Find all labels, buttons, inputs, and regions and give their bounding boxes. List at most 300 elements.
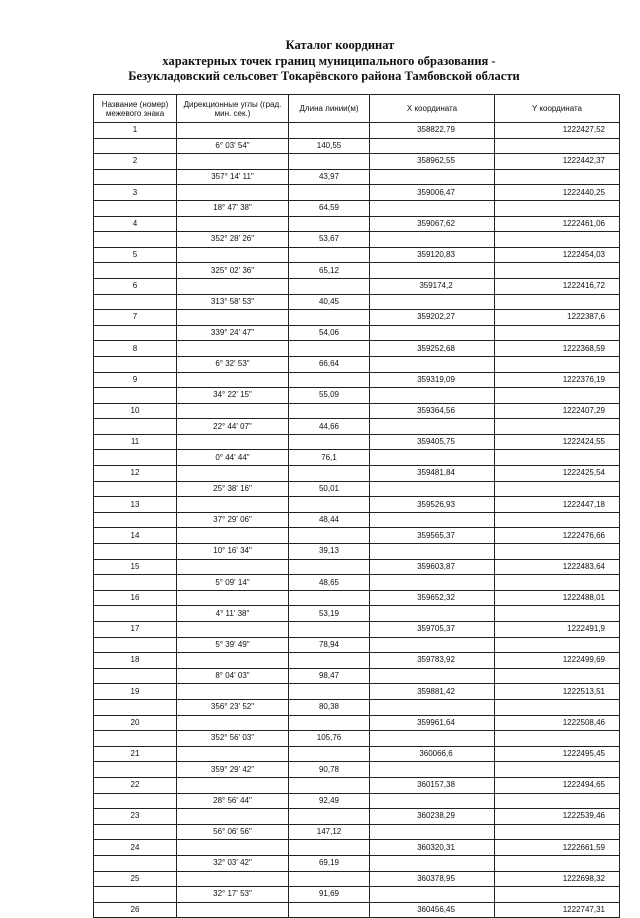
empty-cell	[177, 840, 289, 856]
point-name-cell: 21	[94, 746, 177, 762]
empty-cell	[94, 824, 177, 840]
y-coordinate-cell: 1222495,45	[495, 746, 620, 762]
empty-cell	[370, 512, 495, 528]
empty-cell	[495, 294, 620, 310]
direction-angle-cell: 6° 03' 54"	[177, 138, 289, 154]
empty-cell	[289, 622, 370, 638]
y-coordinate-cell: 1222499,69	[495, 653, 620, 669]
direction-angle-cell: 37° 29' 06"	[177, 512, 289, 528]
direction-angle-cell: 25° 38' 16"	[177, 481, 289, 497]
empty-cell	[370, 699, 495, 715]
point-name-cell: 1	[94, 123, 177, 139]
x-coordinate-cell: 359405,75	[370, 434, 495, 450]
empty-cell	[94, 699, 177, 715]
empty-cell	[495, 138, 620, 154]
point-name-cell: 5	[94, 247, 177, 263]
x-coordinate-cell: 359603,87	[370, 559, 495, 575]
header-line-length: Длина линии(м)	[289, 95, 370, 123]
empty-cell	[495, 200, 620, 216]
x-coordinate-cell: 360378,95	[370, 871, 495, 887]
x-coordinate-cell: 360157,38	[370, 777, 495, 793]
point-name-cell: 8	[94, 341, 177, 357]
y-coordinate-cell: 1222698,32	[495, 871, 620, 887]
empty-cell	[289, 497, 370, 513]
line-length-cell: 80,38	[289, 699, 370, 715]
y-coordinate-cell: 1222539,46	[495, 809, 620, 825]
table-row	[94, 746, 620, 762]
empty-cell	[370, 419, 495, 435]
line-length-cell: 44,66	[289, 419, 370, 435]
table-row	[94, 777, 620, 793]
table-row	[94, 185, 620, 201]
empty-cell	[94, 668, 177, 684]
empty-cell	[177, 154, 289, 170]
table-row	[94, 169, 620, 185]
empty-cell	[370, 855, 495, 871]
table-row	[94, 154, 620, 170]
empty-cell	[289, 216, 370, 232]
line-length-cell: 147,12	[289, 824, 370, 840]
empty-cell	[495, 731, 620, 747]
x-coordinate-cell: 359319,09	[370, 372, 495, 388]
table-row	[94, 356, 620, 372]
table-row	[94, 497, 620, 513]
empty-cell	[495, 855, 620, 871]
line-length-cell: 64,59	[289, 200, 370, 216]
point-name-cell: 20	[94, 715, 177, 731]
x-coordinate-cell: 358962,55	[370, 154, 495, 170]
line-length-cell: 140,55	[289, 138, 370, 154]
table-row	[94, 232, 620, 248]
table-row	[94, 668, 620, 684]
empty-cell	[495, 419, 620, 435]
y-coordinate-cell: 1222491,9	[495, 622, 620, 638]
empty-cell	[94, 200, 177, 216]
empty-cell	[177, 528, 289, 544]
empty-cell	[289, 840, 370, 856]
empty-cell	[289, 746, 370, 762]
y-coordinate-cell: 1222488,01	[495, 590, 620, 606]
point-name-cell: 4	[94, 216, 177, 232]
direction-angle-cell: 357° 14' 11"	[177, 169, 289, 185]
line-length-cell: 48,65	[289, 575, 370, 591]
direction-angle-cell: 34° 22' 15"	[177, 388, 289, 404]
table-row	[94, 855, 620, 871]
empty-cell	[177, 434, 289, 450]
empty-cell	[94, 637, 177, 653]
y-coordinate-cell: 1222425,54	[495, 466, 620, 482]
table-row	[94, 887, 620, 903]
direction-angle-cell: 32° 03' 42"	[177, 855, 289, 871]
empty-cell	[94, 325, 177, 341]
y-coordinate-cell: 1222513,51	[495, 684, 620, 700]
empty-cell	[495, 824, 620, 840]
x-coordinate-cell: 359481,84	[370, 466, 495, 482]
table-row	[94, 637, 620, 653]
table-row	[94, 466, 620, 482]
empty-cell	[495, 668, 620, 684]
x-coordinate-cell: 360456,45	[370, 902, 495, 918]
x-coordinate-cell: 359652,32	[370, 590, 495, 606]
y-coordinate-cell: 1222442,37	[495, 154, 620, 170]
empty-cell	[289, 871, 370, 887]
table-row	[94, 559, 620, 575]
table-row	[94, 403, 620, 419]
empty-cell	[94, 419, 177, 435]
empty-cell	[370, 388, 495, 404]
point-name-cell: 19	[94, 684, 177, 700]
point-name-cell: 23	[94, 809, 177, 825]
empty-cell	[495, 544, 620, 560]
empty-cell	[177, 372, 289, 388]
y-coordinate-cell: 1222440,25	[495, 185, 620, 201]
empty-cell	[94, 232, 177, 248]
empty-cell	[94, 481, 177, 497]
table-row	[94, 575, 620, 591]
empty-cell	[94, 544, 177, 560]
x-coordinate-cell: 359364,56	[370, 403, 495, 419]
x-coordinate-cell: 359202,27	[370, 310, 495, 326]
empty-cell	[370, 575, 495, 591]
empty-cell	[370, 887, 495, 903]
line-length-cell: 50,01	[289, 481, 370, 497]
line-length-cell: 98,47	[289, 668, 370, 684]
empty-cell	[289, 434, 370, 450]
header-y-coordinate: Y координата	[495, 95, 620, 123]
empty-cell	[495, 263, 620, 279]
document-title: Каталог координат	[285, 38, 395, 52]
direction-angle-cell: 22° 44' 07"	[177, 419, 289, 435]
empty-cell	[370, 637, 495, 653]
y-coordinate-cell: 1222476,66	[495, 528, 620, 544]
y-coordinate-cell: 1222376,19	[495, 372, 620, 388]
empty-cell	[370, 356, 495, 372]
line-length-cell: 66,64	[289, 356, 370, 372]
line-length-cell: 54,06	[289, 325, 370, 341]
point-name-cell: 22	[94, 777, 177, 793]
direction-angle-cell: 18° 47' 38"	[177, 200, 289, 216]
empty-cell	[289, 123, 370, 139]
empty-cell	[495, 388, 620, 404]
point-name-cell: 9	[94, 372, 177, 388]
direction-angle-cell: 28° 56' 44"	[177, 793, 289, 809]
empty-cell	[177, 622, 289, 638]
empty-cell	[177, 185, 289, 201]
empty-cell	[495, 699, 620, 715]
y-coordinate-cell: 1222447,18	[495, 497, 620, 513]
table-row	[94, 310, 620, 326]
x-coordinate-cell: 360238,29	[370, 809, 495, 825]
empty-cell	[370, 762, 495, 778]
point-name-cell: 17	[94, 622, 177, 638]
empty-cell	[177, 746, 289, 762]
empty-cell	[370, 263, 495, 279]
empty-cell	[177, 216, 289, 232]
empty-cell	[289, 590, 370, 606]
x-coordinate-cell: 359881,42	[370, 684, 495, 700]
empty-cell	[495, 232, 620, 248]
document-subtitle-line-2: Безукладовский сельсовет Токарёвского района Тамбовской области	[128, 69, 520, 83]
y-coordinate-cell: 1222483,64	[495, 559, 620, 575]
y-coordinate-cell: 1222494,65	[495, 777, 620, 793]
table-row	[94, 528, 620, 544]
x-coordinate-cell: 360320,31	[370, 840, 495, 856]
point-name-cell: 2	[94, 154, 177, 170]
direction-angle-cell: 8° 04' 03"	[177, 668, 289, 684]
table-row	[94, 450, 620, 466]
empty-cell	[370, 294, 495, 310]
direction-angle-cell: 352° 28' 26"	[177, 232, 289, 248]
empty-cell	[94, 388, 177, 404]
direction-angle-cell: 325° 02' 36"	[177, 263, 289, 279]
table-row	[94, 544, 620, 560]
empty-cell	[495, 169, 620, 185]
empty-cell	[94, 356, 177, 372]
line-length-cell: 55,09	[289, 388, 370, 404]
direction-angle-cell: 352° 56' 03"	[177, 731, 289, 747]
empty-cell	[177, 871, 289, 887]
table-row	[94, 372, 620, 388]
table-row	[94, 138, 620, 154]
y-coordinate-cell: 1222387,6	[495, 310, 620, 326]
header-direction-angle: Дирекционные углы (град. мин. сек.)	[177, 95, 289, 123]
empty-cell	[370, 232, 495, 248]
empty-cell	[177, 310, 289, 326]
table-row	[94, 793, 620, 809]
empty-cell	[177, 278, 289, 294]
header-x-coordinate: X координата	[370, 95, 495, 123]
table-row	[94, 123, 620, 139]
empty-cell	[94, 294, 177, 310]
empty-cell	[177, 403, 289, 419]
point-name-cell: 7	[94, 310, 177, 326]
table-row	[94, 606, 620, 622]
table-row	[94, 684, 620, 700]
table-row	[94, 216, 620, 232]
y-coordinate-cell: 1222454,03	[495, 247, 620, 263]
x-coordinate-cell: 359120,83	[370, 247, 495, 263]
empty-cell	[177, 466, 289, 482]
table-row	[94, 481, 620, 497]
empty-cell	[94, 887, 177, 903]
table-row	[94, 247, 620, 263]
table-row	[94, 419, 620, 435]
table-row	[94, 590, 620, 606]
empty-cell	[370, 668, 495, 684]
y-coordinate-cell: 1222424,55	[495, 434, 620, 450]
line-length-cell: 105,76	[289, 731, 370, 747]
empty-cell	[94, 793, 177, 809]
point-name-cell: 25	[94, 871, 177, 887]
line-length-cell: 53,19	[289, 606, 370, 622]
x-coordinate-cell: 358822,79	[370, 123, 495, 139]
empty-cell	[177, 590, 289, 606]
empty-cell	[177, 123, 289, 139]
empty-cell	[370, 169, 495, 185]
empty-cell	[177, 809, 289, 825]
empty-cell	[177, 341, 289, 357]
empty-cell	[289, 809, 370, 825]
table-row	[94, 871, 620, 887]
point-name-cell: 15	[94, 559, 177, 575]
empty-cell	[289, 310, 370, 326]
direction-angle-cell: 4° 11' 38"	[177, 606, 289, 622]
empty-cell	[495, 325, 620, 341]
point-name-cell: 11	[94, 434, 177, 450]
empty-cell	[289, 154, 370, 170]
point-name-cell: 6	[94, 278, 177, 294]
line-length-cell: 90,78	[289, 762, 370, 778]
empty-cell	[289, 684, 370, 700]
x-coordinate-cell: 359705,37	[370, 622, 495, 638]
direction-angle-cell: 56° 06' 56"	[177, 824, 289, 840]
table-row	[94, 715, 620, 731]
empty-cell	[94, 169, 177, 185]
point-name-cell: 3	[94, 185, 177, 201]
table-row	[94, 294, 620, 310]
empty-cell	[495, 637, 620, 653]
empty-cell	[289, 372, 370, 388]
x-coordinate-cell: 359526,93	[370, 497, 495, 513]
direction-angle-cell: 5° 09' 14"	[177, 575, 289, 591]
line-length-cell: 43,97	[289, 169, 370, 185]
table-row	[94, 731, 620, 747]
direction-angle-cell: 10° 16' 34"	[177, 544, 289, 560]
empty-cell	[94, 855, 177, 871]
point-name-cell: 24	[94, 840, 177, 856]
point-name-cell: 16	[94, 590, 177, 606]
empty-cell	[94, 731, 177, 747]
empty-cell	[94, 138, 177, 154]
table-header-row	[94, 95, 620, 123]
x-coordinate-cell: 359252,68	[370, 341, 495, 357]
empty-cell	[177, 684, 289, 700]
line-length-cell: 91,69	[289, 887, 370, 903]
line-length-cell: 40,45	[289, 294, 370, 310]
table-row	[94, 325, 620, 341]
point-name-cell: 18	[94, 653, 177, 669]
empty-cell	[370, 200, 495, 216]
empty-cell	[289, 466, 370, 482]
line-length-cell: 69,19	[289, 855, 370, 871]
table-row	[94, 809, 620, 825]
x-coordinate-cell: 359961,64	[370, 715, 495, 731]
empty-cell	[94, 762, 177, 778]
line-length-cell: 53,67	[289, 232, 370, 248]
point-name-cell: 13	[94, 497, 177, 513]
empty-cell	[495, 887, 620, 903]
empty-cell	[94, 263, 177, 279]
table-row	[94, 762, 620, 778]
direction-angle-cell: 6° 32' 53"	[177, 356, 289, 372]
line-length-cell: 78,94	[289, 637, 370, 653]
y-coordinate-cell: 1222461,06	[495, 216, 620, 232]
direction-angle-cell: 5° 39' 49"	[177, 637, 289, 653]
empty-cell	[495, 575, 620, 591]
empty-cell	[94, 575, 177, 591]
empty-cell	[289, 528, 370, 544]
header-point-name: Название (номер) межевого знака	[94, 95, 177, 123]
point-name-cell: 12	[94, 466, 177, 482]
empty-cell	[370, 793, 495, 809]
empty-cell	[177, 777, 289, 793]
table-row	[94, 388, 620, 404]
empty-cell	[94, 606, 177, 622]
table-row	[94, 512, 620, 528]
table-row	[94, 622, 620, 638]
x-coordinate-cell: 359174,2	[370, 278, 495, 294]
y-coordinate-cell: 1222747,31	[495, 902, 620, 918]
empty-cell	[370, 481, 495, 497]
empty-cell	[94, 450, 177, 466]
empty-cell	[289, 653, 370, 669]
point-name-cell: 14	[94, 528, 177, 544]
empty-cell	[495, 356, 620, 372]
empty-cell	[370, 606, 495, 622]
table-row	[94, 434, 620, 450]
direction-angle-cell: 359° 29' 42"	[177, 762, 289, 778]
empty-cell	[177, 715, 289, 731]
empty-cell	[177, 653, 289, 669]
point-name-cell: 26	[94, 902, 177, 918]
empty-cell	[289, 777, 370, 793]
table-row	[94, 200, 620, 216]
empty-cell	[289, 341, 370, 357]
y-coordinate-cell: 1222416,72	[495, 278, 620, 294]
table-row	[94, 840, 620, 856]
line-length-cell: 92,49	[289, 793, 370, 809]
empty-cell	[177, 247, 289, 263]
y-coordinate-cell: 1222368,59	[495, 341, 620, 357]
empty-cell	[370, 450, 495, 466]
empty-cell	[289, 559, 370, 575]
empty-cell	[289, 715, 370, 731]
y-coordinate-cell: 1222661,59	[495, 840, 620, 856]
x-coordinate-cell: 359067,62	[370, 216, 495, 232]
empty-cell	[289, 403, 370, 419]
x-coordinate-cell: 359006,47	[370, 185, 495, 201]
direction-angle-cell: 339° 24' 47"	[177, 325, 289, 341]
table-row	[94, 699, 620, 715]
empty-cell	[289, 247, 370, 263]
table-body	[94, 123, 620, 918]
empty-cell	[495, 450, 620, 466]
empty-cell	[495, 793, 620, 809]
empty-cell	[495, 512, 620, 528]
y-coordinate-cell: 1222407,29	[495, 403, 620, 419]
line-length-cell: 39,13	[289, 544, 370, 560]
direction-angle-cell: 32° 17' 53"	[177, 887, 289, 903]
line-length-cell: 65,12	[289, 263, 370, 279]
empty-cell	[495, 606, 620, 622]
point-name-cell: 10	[94, 403, 177, 419]
table-row	[94, 278, 620, 294]
table-row	[94, 824, 620, 840]
empty-cell	[495, 762, 620, 778]
direction-angle-cell: 356° 23' 52"	[177, 699, 289, 715]
empty-cell	[495, 481, 620, 497]
empty-cell	[289, 185, 370, 201]
x-coordinate-cell: 360066,6	[370, 746, 495, 762]
empty-cell	[370, 731, 495, 747]
empty-cell	[289, 278, 370, 294]
line-length-cell: 76,1	[289, 450, 370, 466]
empty-cell	[370, 824, 495, 840]
table-row	[94, 653, 620, 669]
coordinates-table	[93, 94, 620, 918]
empty-cell	[370, 325, 495, 341]
direction-angle-cell: 0° 44' 44"	[177, 450, 289, 466]
